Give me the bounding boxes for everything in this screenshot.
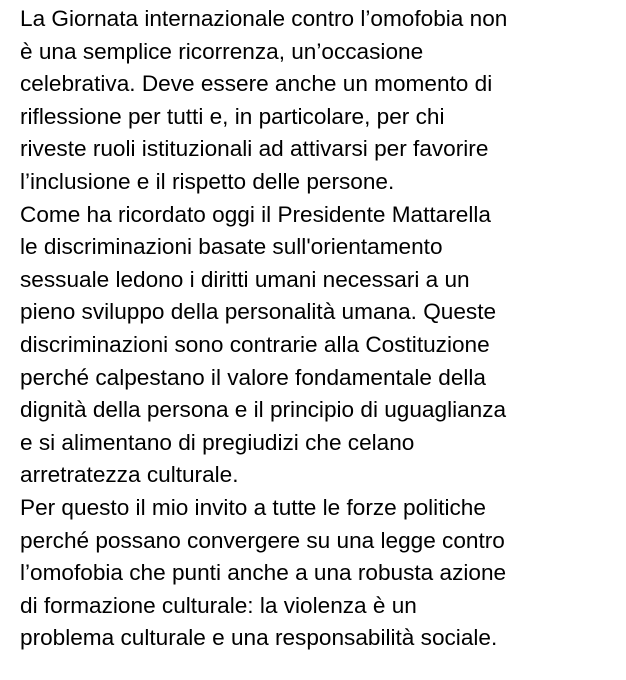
text-line: Per questo il mio invito a tutte le forze politiche	[20, 494, 486, 520]
text-line: dignità della persona e il principio di uguaglianza	[20, 397, 507, 423]
text-line: le discriminazioni basate sull'orientamento	[20, 234, 443, 260]
text-line: pieno sviluppo della personalità umana. Queste	[20, 299, 497, 325]
text-line: celebrativa. Deve essere anche un momento di	[20, 71, 493, 97]
text-line: La Giornata internazionale contro l’omofobia non	[20, 6, 508, 31]
text-line: l’omofobia che punti anche a una robusta azione	[20, 560, 507, 586]
text-line: sessuale ledono i diritti umani necessari a un	[20, 266, 470, 292]
text-line: di formazione culturale: la violenza è un	[20, 592, 417, 618]
text-line: l’inclusione e il rispetto delle persone.	[20, 168, 395, 194]
text-line: Come ha ricordato oggi il Presidente Mattarella	[20, 201, 491, 227]
text-line: riflessione per tutti e, in particolare, per chi	[20, 103, 445, 129]
text-line: perché possano convergere su una legge contro	[20, 527, 505, 553]
text-line: perché calpestano il valore fondamentale della	[20, 364, 486, 390]
text-line: problema culturale e una responsabilità sociale.	[20, 625, 498, 651]
text-line: è una semplice ricorrenza, un’occasione	[20, 38, 424, 64]
text-line: discriminazioni sono contrarie alla Costituzione	[20, 331, 490, 357]
text-line: e si alimentano di pregiudizi che celano	[20, 429, 415, 455]
text-line: arretratezza culturale.	[20, 462, 239, 488]
text-line: riveste ruoli istituzionali ad attivarsi per favorire	[20, 136, 489, 162]
